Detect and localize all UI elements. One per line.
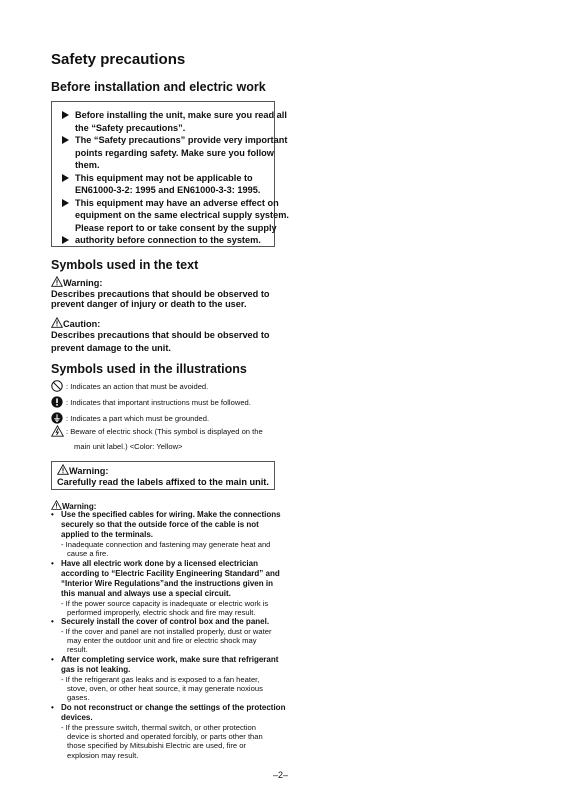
notice-line: This equipment may not be applicable to [62, 173, 253, 183]
warning-triangle-icon [57, 464, 69, 475]
warning-item: securely so that the outside force of the cable is not [61, 520, 259, 529]
notice-line: Please report to or take consent by the supply [75, 223, 277, 233]
warning-note: - If the refrigerant gas leaks and is exposed to a fan heater, [61, 675, 260, 684]
warning-item: gas is not leaking. [61, 665, 131, 674]
warning-item: according to “Electric Facility Engineering Standard” and [61, 569, 280, 578]
warning-label: Warning: [51, 276, 102, 288]
notice-line: the “Safety precautions”. [75, 123, 186, 133]
page-title: Safety precautions [51, 51, 186, 68]
prohibited-icon [51, 380, 63, 392]
warning-note: - If the power source capacity is inadequate or electric work is [61, 599, 269, 608]
notice-line: The “Safety precautions” provide very important [62, 135, 287, 145]
symbol-description: : Indicates an action that must be avoided. [66, 382, 209, 391]
arrow-bullet-icon [62, 174, 69, 182]
mandatory-instruction-icon [51, 396, 63, 408]
notice-line: This equipment may have an adverse effect on [62, 198, 279, 208]
warning-description: Describes precautions that should be observed to [51, 289, 270, 299]
bullet-icon: • [51, 655, 54, 664]
warning-note: - Inadequate connection and fastening may generate heat and [61, 540, 271, 549]
arrow-bullet-icon [62, 111, 69, 119]
warning-item: Securely install the cover of control box and the panel. [61, 617, 270, 626]
warnings-label: Warning: [51, 500, 96, 511]
section-heading-installation: Before installation and electric work [51, 80, 266, 94]
label-warning-text: Carefully read the labels affixed to the main unit. [57, 477, 269, 487]
warning-note: performed improperly, electric shock and fire may result. [67, 608, 256, 617]
warning-note: gases. [67, 693, 90, 702]
warning-triangle-icon [51, 500, 62, 510]
warning-item: devices. [61, 713, 93, 722]
bullet-icon: • [51, 703, 54, 712]
caution-description: prevent damage to the unit. [51, 343, 171, 353]
warning-note: result. [67, 645, 88, 654]
warning-note: may enter the outdoor unit and fire or electric shock may [67, 636, 257, 645]
bullet-icon: • [51, 617, 54, 626]
warning-item: Have all electric work done by a licensed electrician [61, 559, 258, 568]
installation-notice-box [51, 101, 289, 247]
label-warning-title: Warning: [57, 464, 108, 476]
warning-description: prevent danger of injury or death to the user. [51, 299, 247, 309]
ground-icon [51, 412, 63, 424]
warning-note: cause a fire. [67, 549, 109, 558]
warning-note: - If the pressure switch, thermal switch, or other protection [61, 723, 256, 732]
symbol-description: : Beware of electric shock (This symbol is displayed on the [66, 427, 263, 436]
warning-item: Do not reconstruct or change the settings of the protection [61, 703, 286, 712]
section-heading-illustration-symbols: Symbols used in the illustrations [51, 362, 247, 376]
bullet-icon: • [51, 559, 54, 568]
warning-item: “Interior Wire Regulations”and the instructions given in [61, 579, 273, 588]
notice-line: authority before connection to the system. [62, 235, 261, 245]
notice-line: them. [75, 160, 100, 170]
arrow-bullet-icon [62, 236, 69, 244]
symbol-description: : Indicates that important instructions must be followed. [66, 398, 251, 407]
warning-note: explosion may result. [67, 751, 139, 760]
notice-line: points regarding safety. Make sure you follow [75, 148, 274, 158]
warning-item: After completing service work, make sure that refrigerant [61, 655, 279, 664]
warning-note: device is shorted and operated forcibly, or parts other than [67, 732, 263, 741]
symbol-description: main unit label.) <Color: Yellow> [74, 442, 183, 451]
warning-note: - If the cover and panel are not installed properly, dust or water [61, 627, 272, 636]
symbol-description: : Indicates a part which must be grounded. [66, 414, 210, 423]
caution-description: Describes precautions that should be observed to [51, 330, 270, 340]
electric-shock-icon [51, 425, 64, 437]
notice-line: equipment on the same electrical supply system. [75, 210, 289, 220]
warning-note: stove, oven, or other heat source, it may generate noxious [67, 684, 263, 693]
warning-note: those specified by Mitsubishi Electric are used, fire or [67, 741, 246, 750]
warning-item: Use the specified cables for wiring. Make the connections [61, 510, 281, 519]
warning-item: this manual and always use a special circuit. [61, 589, 231, 598]
arrow-bullet-icon [62, 136, 69, 144]
notice-line: Before installing the unit, make sure you read all [62, 110, 287, 120]
caution-triangle-icon [51, 317, 63, 328]
warning-item: applied to the terminals. [61, 530, 154, 539]
label-warning-box [51, 461, 275, 490]
caution-label: Caution: [51, 317, 100, 329]
notice-line: EN61000-3-2: 1995 and EN61000-3-3: 1995. [75, 185, 261, 195]
warning-triangle-icon [51, 276, 63, 287]
arrow-bullet-icon [62, 199, 69, 207]
bullet-icon: • [51, 510, 54, 519]
section-heading-text-symbols: Symbols used in the text [51, 258, 199, 272]
page-number: –2– [273, 770, 289, 780]
